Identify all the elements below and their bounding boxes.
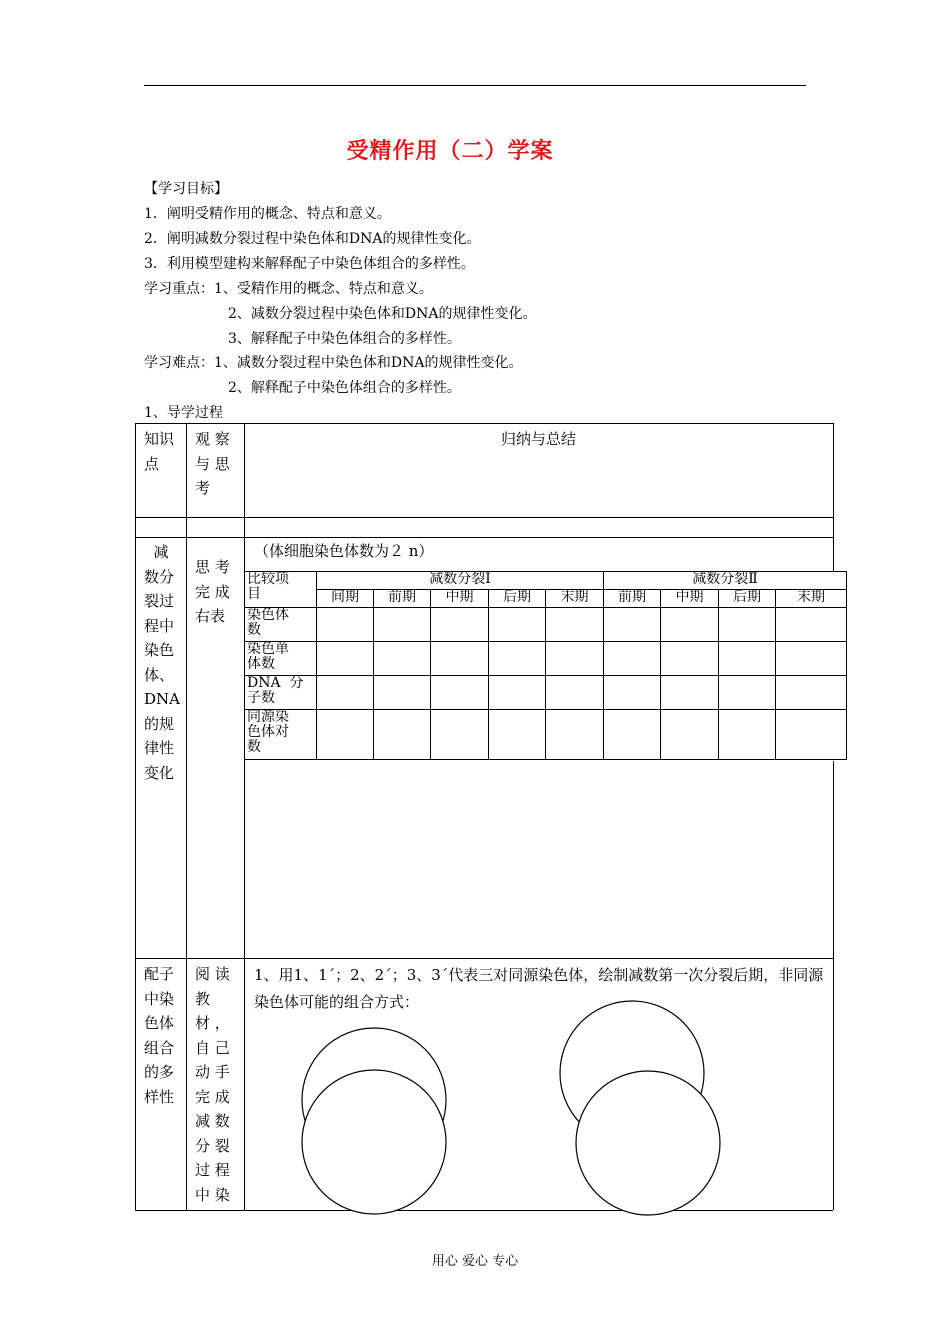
phase-header: 前期 xyxy=(374,590,431,608)
header-knowledge: 知识 点 xyxy=(144,430,175,473)
key-point-3: 3、解释配子中染色体组合的多样性。 xyxy=(228,331,461,347)
section-title: 1、导学过程 xyxy=(144,405,223,421)
key-point-2: 2、减数分裂过程中染色体和DNA的规律性变化。 xyxy=(228,306,537,322)
key-point-1: 学习重点：1、受精作用的概念、特点和意义。 xyxy=(144,281,433,297)
circle-right-front xyxy=(576,1071,720,1215)
row-label-dna: DNA 分 子数 xyxy=(245,676,317,710)
row-label-homologous-pairs: 同源染 色体对 数 xyxy=(245,710,317,760)
page-title: 受精作用（二）学案 xyxy=(346,138,554,164)
phase-header: 中期 xyxy=(431,590,489,608)
meiosis-two-header: 减数分裂Ⅱ xyxy=(604,572,847,590)
phase-header: 末期 xyxy=(776,590,847,608)
phase-header: 后期 xyxy=(489,590,546,608)
row-label-chromosomes: 染色体 数 xyxy=(245,608,317,642)
difficult-point-1: 学习难点：1、减数分裂过程中染色体和DNA的规律性变化。 xyxy=(144,355,523,371)
phase-header: 间期 xyxy=(317,590,374,608)
compare-item-label: 比较项 目 xyxy=(245,572,317,608)
gamete-instruction: 1、用1、1´；2、2´；3、3´代表三对同源染色体，绘制减数第一次分裂后期，非同源染色体可能的组合方式： xyxy=(254,966,824,1011)
gamete-task: 阅 读 教 材 ， 自 己 动 手 完 成 减 数 分 裂 过 程 中 染 xyxy=(195,965,230,1204)
objective-3: 3．利用模型建构来解释配子中染色体组合的多样性。 xyxy=(144,256,475,272)
difficult-point-2: 2、解释配子中染色体组合的多样性。 xyxy=(228,380,461,396)
phase-header: 中期 xyxy=(661,590,719,608)
header-observe: 观 察 与 思 考 xyxy=(195,430,230,497)
meiosis-note: （体细胞染色体数为２ n） xyxy=(254,542,434,560)
phase-header: 末期 xyxy=(546,590,604,608)
header-summary: 归纳与总结 xyxy=(500,430,576,448)
objective-2: 2．阐明减数分裂过程中染色体和DNA的规律性变化。 xyxy=(144,231,481,247)
circle-left-front xyxy=(302,1070,446,1214)
phase-header: 后期 xyxy=(719,590,776,608)
gamete-knowledge: 配子 中染 色体 组合 的多 样性 xyxy=(144,965,175,1106)
meiosis-task: 思 考 完 成 右表 xyxy=(195,558,230,625)
meiosis-knowledge: 减 数分 裂过 程中 染色 体、 DNA 的规 律性 变化 xyxy=(144,543,180,782)
row-label-chromatids: 染色单 体数 xyxy=(245,642,317,676)
meiosis-one-header: 减数分裂Ⅰ xyxy=(317,572,604,590)
page-footer: 用心 爱心 专心 xyxy=(431,1254,519,1269)
objective-1: 1．阐明受精作用的概念、特点和意义。 xyxy=(144,206,391,222)
phase-header: 前期 xyxy=(604,590,661,608)
objectives-heading: 【学习目标】 xyxy=(144,181,228,197)
